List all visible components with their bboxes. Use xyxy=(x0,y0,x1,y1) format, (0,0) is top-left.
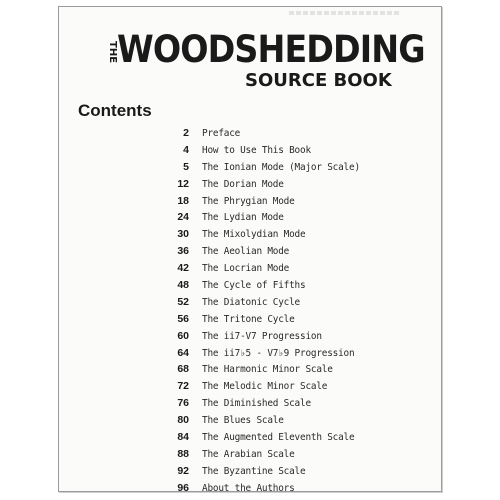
toc-entry xyxy=(153,175,433,192)
toc-entry xyxy=(153,124,433,141)
table-of-contents xyxy=(153,124,433,496)
toc-chapter-title: The Byzantine Scale xyxy=(202,465,306,477)
toc-page-number: 42 xyxy=(177,262,189,275)
toc-chapter-title: Preface xyxy=(202,128,241,139)
toc-entry xyxy=(153,192,433,209)
toc-chapter-title: The ii7♭5 - V7♭9 Progression xyxy=(202,347,355,359)
toc-page-number: 64 xyxy=(177,346,189,359)
toc-page-number: 56 xyxy=(177,312,189,325)
toc-chapter-title: The Dorian Mode xyxy=(202,178,284,190)
toc-entry xyxy=(153,462,433,479)
toc-chapter-title: The ii7-V7 Progression xyxy=(202,330,322,342)
toc-entry xyxy=(153,479,433,496)
toc-entry xyxy=(153,360,433,377)
toc-page-number: 36 xyxy=(177,245,189,258)
toc-chapter-title: The Aeolian Mode xyxy=(202,246,290,258)
toc-entry xyxy=(153,293,433,310)
toc-page-number: 30 xyxy=(177,228,189,241)
toc-page-number: 96 xyxy=(177,481,189,494)
toc-chapter-title: The Harmonic Minor Scale xyxy=(202,364,333,376)
faint-header-text xyxy=(289,11,399,15)
toc-entry xyxy=(153,141,433,158)
toc-chapter-title: The Diminished Scale xyxy=(202,398,311,410)
toc-chapter-title: The Diatonic Cycle xyxy=(202,296,300,308)
toc-chapter-title: The Augmented Eleventh Scale xyxy=(202,432,355,444)
toc-entry xyxy=(153,327,433,344)
toc-entry xyxy=(153,276,433,293)
toc-page-number: 60 xyxy=(177,329,189,342)
toc-page-number: 72 xyxy=(177,380,189,393)
toc-chapter-title: The Mixolydian Mode xyxy=(202,229,306,241)
toc-chapter-title: The Locrian Mode xyxy=(202,263,290,275)
toc-entry xyxy=(153,344,433,361)
toc-chapter-title: About the Authors xyxy=(202,482,295,494)
toc-page-number: 84 xyxy=(177,431,189,444)
toc-chapter-title: The Melodic Minor Scale xyxy=(202,381,328,393)
contents-heading: Contents xyxy=(78,101,152,120)
toc-chapter-title: The Phrygian Mode xyxy=(202,195,295,207)
toc-page-number: 80 xyxy=(177,414,189,427)
toc-chapter-title: The Blues Scale xyxy=(202,415,284,427)
toc-page-number: 52 xyxy=(177,295,189,308)
toc-entry xyxy=(153,377,433,394)
toc-page-number: 4 xyxy=(183,143,189,156)
toc-page-number: 5 xyxy=(183,160,189,173)
toc-chapter-title: The Lydian Mode xyxy=(202,212,284,224)
toc-entry xyxy=(153,259,433,276)
toc-chapter-title: The Cycle of Fifths xyxy=(202,280,306,292)
toc-entry xyxy=(153,242,433,259)
toc-chapter-title: How to Use This Book xyxy=(202,144,311,156)
toc-page-number: 18 xyxy=(177,194,189,207)
toc-page-number: 68 xyxy=(177,363,189,376)
toc-entry xyxy=(153,445,433,462)
toc-entry xyxy=(153,158,433,175)
toc-page-number: 88 xyxy=(177,447,189,460)
toc-page-number: 76 xyxy=(177,397,189,410)
toc-entry xyxy=(153,225,433,242)
book-title xyxy=(103,29,423,99)
toc-entry xyxy=(153,208,433,225)
title-the: THE xyxy=(107,41,118,64)
toc-chapter-title: The Arabian Scale xyxy=(202,448,295,460)
toc-entry xyxy=(153,428,433,445)
toc-entry xyxy=(153,411,433,428)
toc-page-number: 24 xyxy=(177,211,189,224)
toc-page-number: 12 xyxy=(177,177,189,190)
title-subtitle: SOURCE BOOK xyxy=(245,70,392,91)
toc-page-number: 92 xyxy=(177,464,189,477)
toc-entry xyxy=(153,394,433,411)
title-main: WOODSHEDDING xyxy=(117,28,425,71)
toc-chapter-title: The Tritone Cycle xyxy=(202,313,295,325)
toc-page-number: 48 xyxy=(177,279,189,292)
toc-page-number: 2 xyxy=(183,127,189,139)
book-page xyxy=(58,6,442,492)
toc-chapter-title: The Ionian Mode (Major Scale) xyxy=(202,161,360,173)
toc-entry xyxy=(153,310,433,327)
